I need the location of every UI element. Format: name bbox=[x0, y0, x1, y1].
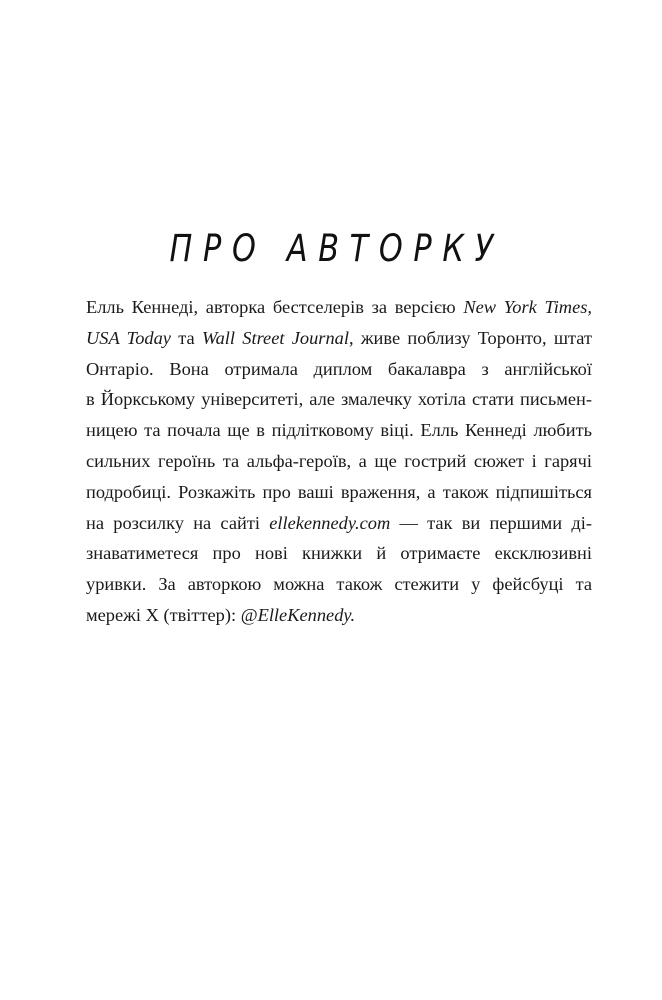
italic-text: ellekennedy.com bbox=[269, 512, 391, 533]
italic-text: @ElleKennedy. bbox=[240, 604, 356, 625]
bio-line: мережі X (твіттер): @ElleKennedy. bbox=[86, 604, 356, 625]
bio-line: USA Today та Wall Street Journal, живе поблизу Торонто, штат bbox=[86, 327, 592, 348]
page-title bbox=[0, 222, 662, 276]
bio-line: сильних героїнь та альфа-героїв, а ще гострий сюжет і гарячі bbox=[86, 450, 592, 471]
bio-line: ницею та почала ще в підлітковому віці. Елль Кеннеді любить bbox=[86, 420, 592, 441]
bio-line: на розсилку на сайті ellekennedy.com — так ви першими ді- bbox=[86, 512, 592, 533]
italic-text: USA Today bbox=[86, 327, 171, 348]
italic-text: New York Times, bbox=[463, 297, 592, 317]
bio-line: подробиці. Розкажіть про ваші враження, а також підпишіться bbox=[86, 481, 592, 502]
bio-line: Онтаріо. Вона отримала диплом бакалавра з англійської bbox=[86, 358, 592, 379]
bio-line: Елль Кеннеді, авторка бестселерів за версією New York Times, bbox=[86, 297, 592, 317]
bio-line: уривки. За авторкою можна також стежити у фейсбуці та bbox=[86, 574, 592, 595]
bio-line: в Йоркському університеті, але змалечку хотіла стати письмен- bbox=[86, 389, 592, 410]
author-bio bbox=[86, 292, 592, 631]
bio-line: знаватиметеся про нові книжки й отримаєте ексклюзивні bbox=[86, 543, 592, 564]
italic-text: Wall Street Journal bbox=[201, 327, 349, 348]
page-title-text: ПРО АВТОРКУ bbox=[169, 227, 504, 270]
